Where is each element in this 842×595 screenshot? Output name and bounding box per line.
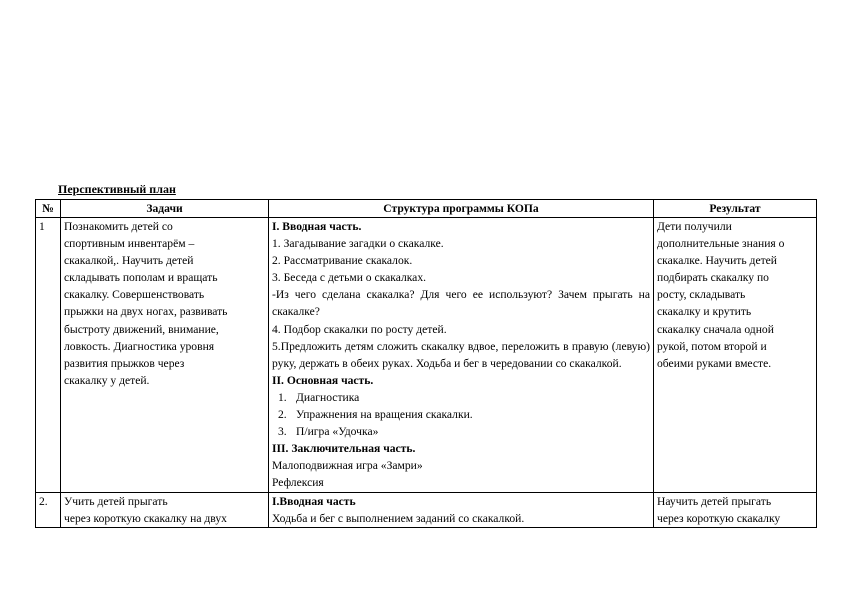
result-line: росту, складывать [657, 288, 746, 302]
structure-item: Рефлексия [272, 476, 324, 490]
header-structure: Структура программы КОПа [269, 200, 654, 218]
result-line: Научить детей прыгать [657, 494, 772, 508]
tasks-line: быстроту движений, внимание, [64, 322, 219, 336]
result-line: скакалке. Научить детей [657, 254, 778, 268]
result-line: дополнительные знания о [657, 237, 785, 251]
result-line: через короткую скакалку [657, 511, 781, 525]
structure-item: 2. Рассматривание скакалок. [272, 254, 413, 268]
result-line: рукой, потом второй и [657, 339, 767, 353]
table-row [36, 492, 817, 527]
part1-heading: I.Вводная часть [272, 494, 356, 508]
list-text: Упражнения на вращения скакалки. [296, 408, 473, 422]
tasks-cell [61, 492, 269, 527]
structure-item: Ходьба и бег с выполнением заданий со скакалкой. [272, 511, 525, 525]
header-result: Результат [654, 200, 817, 218]
table-header-row [36, 200, 817, 218]
structure-item: 3. Беседа с детьми о скакалках. [272, 271, 427, 285]
result-line: обеими руками вместе. [657, 356, 772, 370]
tasks-line: спортивным инвентарём – [64, 237, 195, 251]
structure-list-item [272, 389, 650, 406]
list-number: 1. [278, 390, 287, 404]
result-line: скакалку и крутить [657, 305, 752, 319]
list-text: П/игра «Удочка» [296, 425, 379, 439]
structure-list-item [272, 423, 650, 440]
structure-cell [269, 492, 654, 527]
header-number: № [36, 200, 61, 218]
tasks-line: ловкость. Диагностика уровня [64, 339, 215, 353]
tasks-line: Учить детей прыгать [64, 494, 168, 508]
result-line: скакалку сначала одной [657, 322, 774, 336]
table-row [36, 218, 817, 493]
result-cell [654, 218, 817, 493]
tasks-cell [61, 218, 269, 493]
structure-item: Малоподвижная игра «Замри» [272, 459, 423, 473]
part2-heading: II. Основная часть. [272, 373, 374, 387]
row-number: 2. [36, 492, 61, 527]
tasks-line: развития прыжков через [64, 356, 185, 370]
tasks-line: складывать пополам и вращать [64, 271, 218, 285]
result-line: подбирать скакалку по [657, 271, 769, 285]
result-line: Дети получили [657, 220, 732, 233]
structure-item: 1. Загадывание загадки о скакалке. [272, 237, 444, 251]
tasks-line: Познакомить детей со [64, 220, 173, 233]
list-number: 2. [278, 408, 287, 422]
tasks-line: прыжки на двух ногах, развивать [64, 305, 228, 319]
list-text: Диагностика [296, 390, 360, 404]
structure-item: -Из чего сделана скакалка? Для чего ее используют? Зачем прыгать на скакалке? [272, 288, 650, 319]
part3-heading: III. Заключительная часть. [272, 442, 416, 456]
list-number: 3. [278, 425, 287, 439]
tasks-line: скакалкой,. Научить детей [64, 254, 194, 268]
document-title: Перспективный план [58, 182, 176, 196]
part1-heading: I. Вводная часть. [272, 220, 362, 233]
tasks-line: скакалку. Совершенствовать [64, 288, 205, 302]
tasks-line: через короткую скакалку на двух [64, 511, 227, 525]
structure-cell [269, 218, 654, 493]
structure-item: 4. Подбор скакалки по росту детей. [272, 322, 447, 336]
header-tasks: Задачи [61, 200, 269, 218]
plan-table [35, 199, 817, 528]
tasks-line: скакалку у детей. [64, 373, 150, 387]
row-number: 1 [36, 218, 61, 493]
structure-item: 5.Предложить детям сложить скакалку вдвое, переложить в правую (левую) руку, держать в обеих руках. Ходьба и бег в чередовании со скакалкой. [272, 339, 650, 370]
structure-list-item [272, 406, 650, 423]
result-cell [654, 492, 817, 527]
